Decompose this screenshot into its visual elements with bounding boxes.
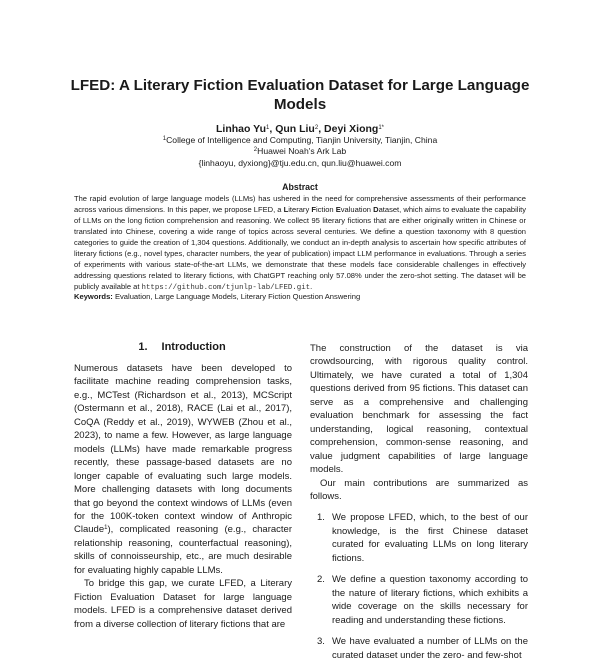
paragraph-text: ), complicated reasoning (e.g., character relationship reasoning, counterfactual reasoning), skills of connoisseurship, etc., are much desirable for evaluating highly capable LLMs. [74, 524, 292, 576]
paragraph: The construction of the dataset is via crowdsourcing, with rigorous quality control. Ultimately, we have curated a total of 1,304 questions derived from 95 fictions. This dataset can serve as a comprehensive and challenging evaluation benchmark for assessing the fact understanding, logical reasoning, contextual comprehension, common-sense reasoning, and value judgment capabilities of large language models. [310, 343, 528, 476]
abstract-body [74, 194, 526, 294]
acronym-word: ataset [378, 204, 400, 214]
acronym-letter: E [335, 204, 341, 214]
paragraph-text: Numerous datasets have been developed to facilitate machine reading comprehension tasks, e.g., MCTest (Richardson et al., 2013), MCScript (Ostermann et al., 2018), RACE (Lai et al., 2017), CoQA (Reddy et al., 2019), WYWEB (Zhou et al., 2023), to name a few. However, as large language models (LLMs) have made remarkable progress recently, these passage-based datasets are no longer capable of evaluating such large models. More challenging datasets with long documents that go beyond the context windows of LLMs (even for the 100K-token context window of Anthropic Claude [74, 363, 292, 536]
contributions-list [310, 511, 528, 662]
acronym-word: iction [315, 204, 336, 214]
section-number: 1. [138, 341, 148, 353]
affiliation-mark: 2 [253, 147, 258, 153]
acronym-word: iterary [288, 204, 312, 214]
author-affiliation-mark: 2 [314, 125, 319, 131]
list-text: We propose LFED, which, to the best of our knowledge, is the first Chinese dataset curated for evaluating LLMs on long literary fictions. [332, 512, 528, 564]
paragraph: To bridge this gap, we curate LFED, a Literary Fiction Evaluation Dataset for large language models. LFED is a comprehensive dataset derived from a diverse collection of literary fictions that are [74, 578, 292, 630]
abstract-end: . [310, 281, 313, 291]
author-emails: {linhaoyu, dyxiong}@tju.edu.cn, qun.liu@huawei.com [198, 158, 402, 168]
affiliation [60, 145, 540, 157]
keywords-text: Evaluation, Large Language Models, Literary Fiction Question Answering [112, 292, 361, 301]
author-affiliation-mark: 1 [266, 125, 270, 131]
list-number: 3. [317, 636, 325, 648]
paragraph: Our main contributions are summarized as follows. [310, 477, 528, 502]
list-item [310, 635, 528, 662]
list-item [310, 511, 528, 565]
affiliation-text: College of Intelligence and Computing, Tianjin University, Tianjin, China [166, 135, 438, 145]
acronym-word: valuation [340, 204, 374, 214]
list-text: We have evaluated a number of LLMs on the curated dataset under the zero- and few-shot [332, 636, 528, 661]
section-title: Introduction [161, 341, 226, 353]
dataset-url-link[interactable]: https://github.com/tjunlp-lab/LFED.git [141, 283, 311, 292]
paper-title: LFED: A Literary Fiction Evaluation Dataset for Large Language Models [70, 77, 530, 113]
acronym-letter: F [311, 204, 316, 214]
author-list: Linhao Yu$^1$, Qun Liu$^2$, Deyi Xiong$^{1*}$ [216, 123, 384, 135]
right-column [310, 342, 528, 670]
section-heading [74, 341, 290, 353]
list-number: 2. [317, 574, 325, 586]
author-name: Linhao Yu [216, 123, 266, 135]
acronym-letter: L [283, 204, 289, 214]
author-name: Qun Liu [275, 123, 315, 135]
abstract-text: , which aims to evaluate the capability of LLMs on the long fiction comprehension and reasoning. We collect 95 literary fictions that are either originally written in Chinese or translated into Chinese, covering a wide range of topics across several centuries. We define a question taxonomy with 8 question categories to guide the creation of 1,304 questions. Additionally, we conduct an in-depth analysis to ascertain how specific attributes of literary fictions (e.g., novel types, character numbers, the year of publication) impact LLM performance in evaluations. Through a series of experiments with various state-of-the-art LLMs, we demonstrate that these models face considerable challenges in effectively addressing questions related to literary fictions, with ChatGPT reaching only 57.08% under the zero-shot setting. The dataset will be publicly available at [74, 204, 527, 291]
affiliation-mark: 1 [162, 136, 167, 142]
list-text: We define a question taxonomy according to the nature of literary fictions, which exhibits a wide coverage on the skills necessary for reading and understanding these fictions. [332, 574, 528, 626]
left-column [74, 362, 292, 631]
author-affiliation-mark: 1* [378, 125, 384, 131]
paragraph [74, 362, 292, 577]
keywords-label: Keywords: [74, 292, 113, 301]
abstract-text: The rapid evolution of large language models (LLMs) has ushered in the need for comprehensive assessments of their performance across various dimensions. In this paper, we propose LFED, a [74, 194, 526, 214]
keywords [74, 292, 526, 301]
list-item [310, 573, 528, 627]
affiliation-text: Huawei Noah's Ark Lab [257, 146, 347, 156]
abstract-heading: Abstract [282, 182, 318, 192]
list-number: 1. [317, 512, 325, 524]
author-name: Deyi Xiong [324, 123, 379, 135]
footnote-mark[interactable]: 1 [104, 525, 108, 532]
acronym-letter: D [373, 204, 379, 214]
